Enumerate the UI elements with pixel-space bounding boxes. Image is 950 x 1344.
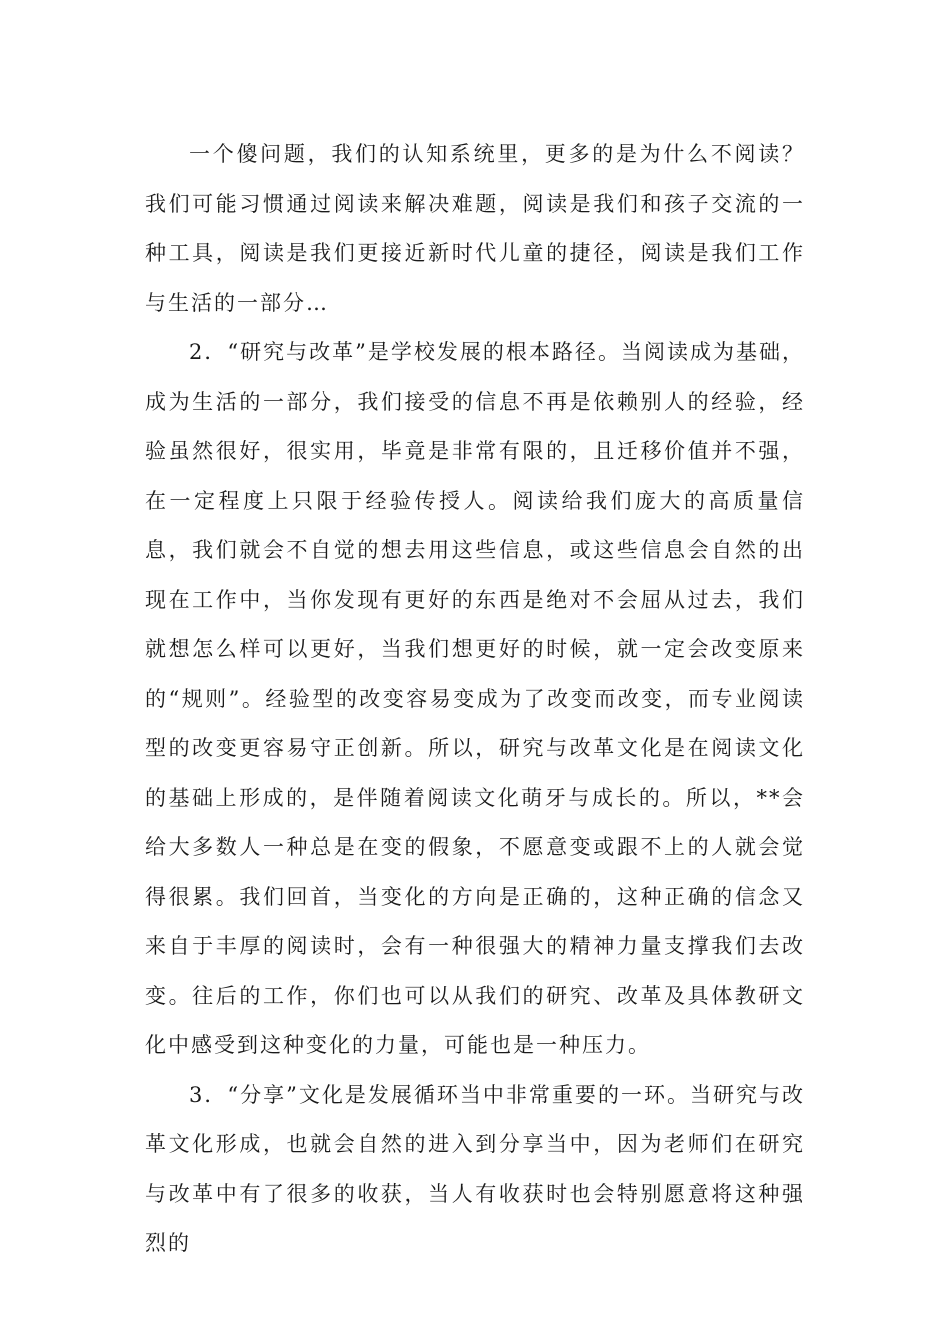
paragraph-research-reform: 2．“研究与改革”是学校发展的根本路径。当阅读成为基础，成为生活的一部分，我们接受的信息不再是依赖别人的经验，经验虽然很好，很实用，毕竟是非常有限的，且迁移价值并不强，在一定程度上只限于经验传授人。阅读给我们庞大的高质量信息，我们就会不自觉的想去用这些信息，或这些信息会自然的出现在工作中，当你发现有更好的东西是绝对不会屈从过去，我们就想怎么样可以更好，当我们想更好的时候，就一定会改变原来的“规则”。经验型的改变容易变成为了改变而改变，而专业阅读型的改变更容易守正创新。所以，研究与改革文化是在阅读文化的基础上形成的，是伴随着阅读文化萌牙与成长的。所以，**会给大多数人一种总是在变的假象，不愿意变或跟不上的人就会觉得很累。我们回首，当变化的方向是正确的，这种正确的信念又来自于丰厚的阅读时，会有一种很强大的精神力量支撑我们去改变。往后的工作，你们也可以从我们的研究、改革及具体教研文化中感受到这种变化的力量，可能也是一种压力。 — [145, 340, 805, 1057]
paragraph-sharing: 3．“分享”文化是发展循环当中非常重要的一环。当研究与改革文化形成，也就会自然的进入到分享当中，因为老师们在研究与改革中有了很多的收获，当人有收获时也会特别愿意将这种强烈的 — [145, 1082, 805, 1255]
body-text — [145, 130, 805, 1269]
paragraph-reading: 一个傻问题，我们的认知系统里，更多的是为什么不阅读？我们可能习惯通过阅读来解决难题，阅读是我们和孩子交流的一种工具，阅读是我们更接近新时代儿童的捷径，阅读是我们工作与生活的一部分… — [145, 142, 805, 315]
